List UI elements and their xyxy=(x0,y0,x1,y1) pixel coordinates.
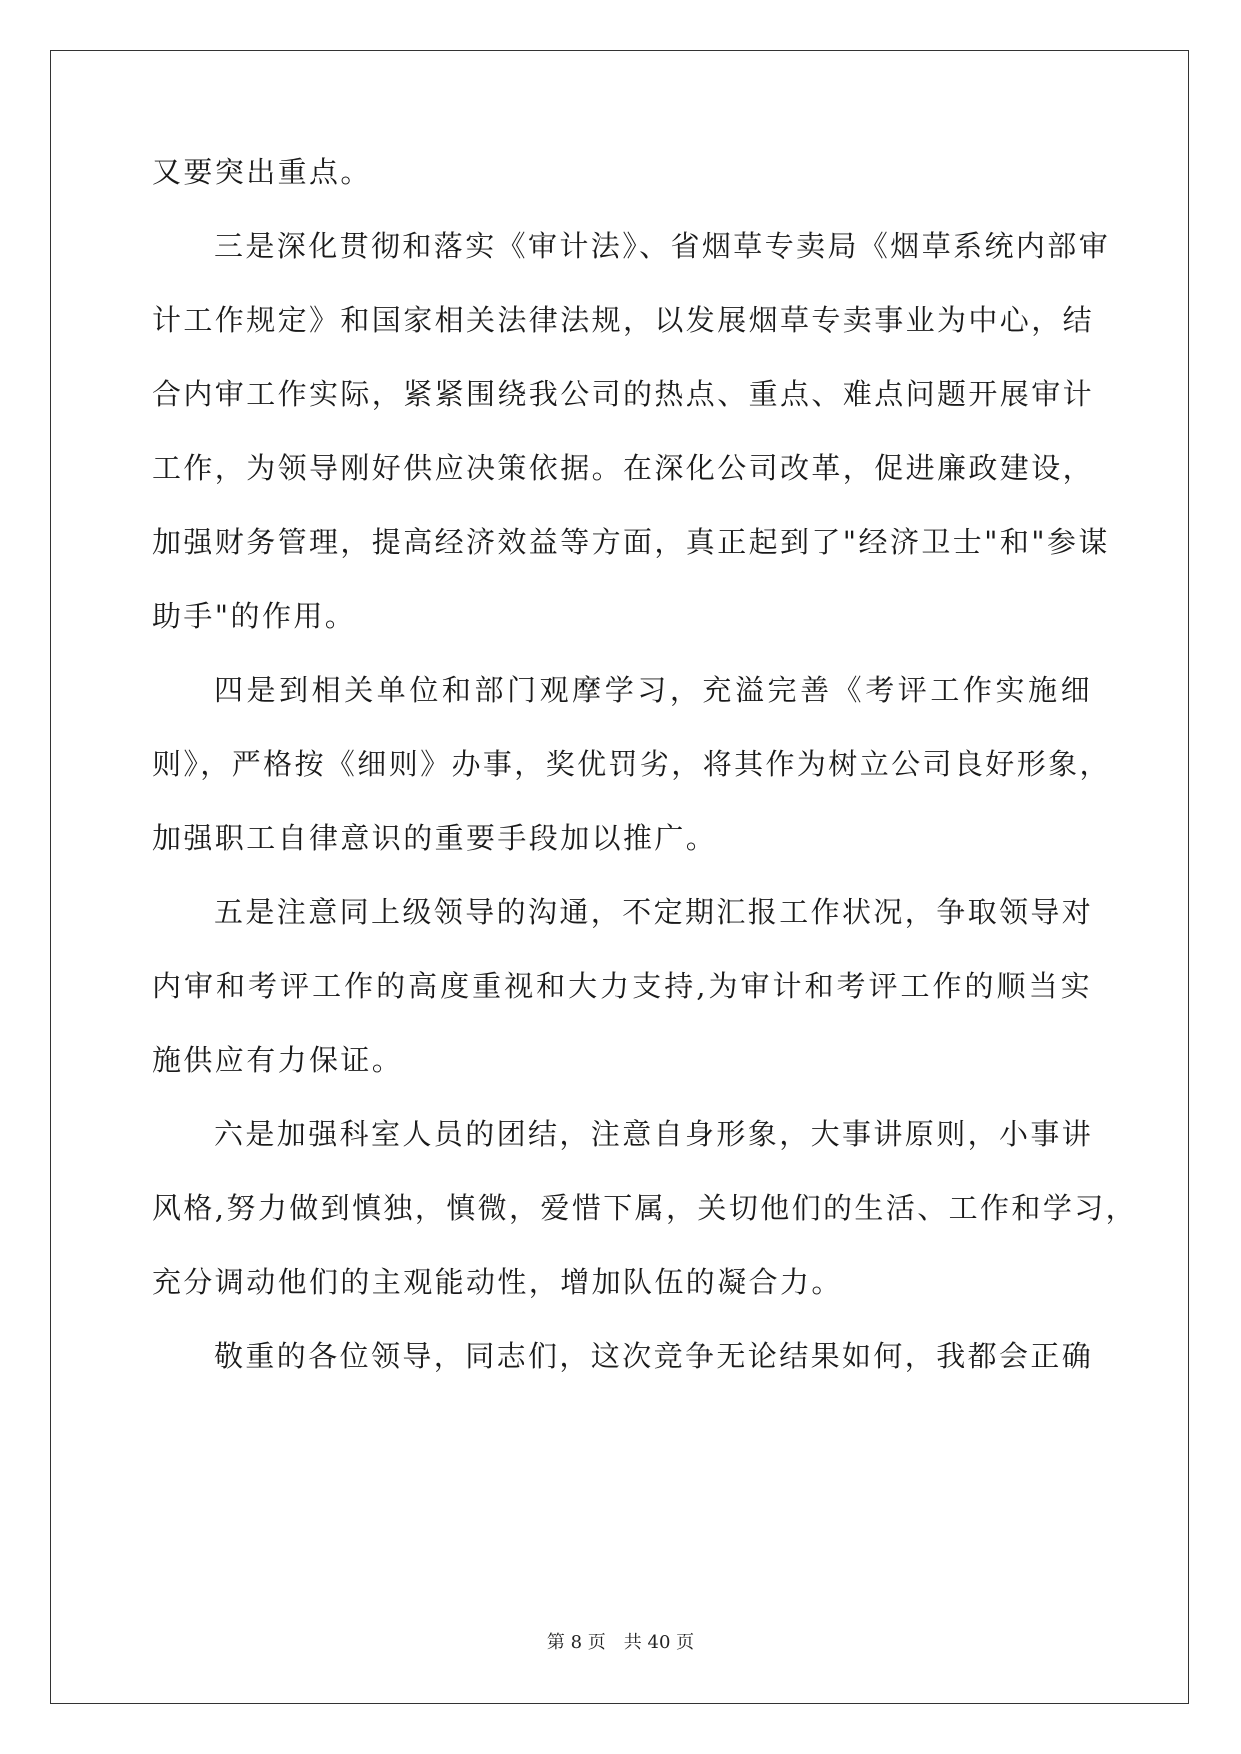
page-number xyxy=(0,1628,1241,1654)
text-line: 加强财务管理，提高经济效益等方面，真正起到了"经济卫士"和"参谋 xyxy=(152,525,1110,559)
text-line: 内审和考评工作的高度重视和大力支持,为审计和考评工作的顺当实 xyxy=(152,969,1092,1003)
text-line: 计工作规定》和国家相关法律法规，以发展烟草专卖事业为中心，结 xyxy=(152,303,1095,337)
text-line: 施供应有力保证。 xyxy=(152,1043,404,1077)
text-line: 工作，为领导刚好供应决策依据。在深化公司改革，促进廉政建设， xyxy=(152,451,1095,485)
text-line: 三是深化贯彻和落实《审计法》、省烟草专卖局《烟草系统内部审 xyxy=(214,229,1111,263)
page-number-label: 第 8 页 共 40 页 xyxy=(546,1632,695,1653)
page-border xyxy=(50,50,1189,1704)
text-line: 四是到相关单位和部门观摩学习，充溢完善《考评工作实施细 xyxy=(214,673,1092,707)
text-line: 又要突出重点。 xyxy=(152,155,372,189)
text-line: 助手"的作用。 xyxy=(152,599,357,633)
text-line: 则》，严格按《细则》办事，奖优罚劣，将其作为树立公司良好形象， xyxy=(152,747,1111,781)
text-line: 加强职工自律意识的重要手段加以推广。 xyxy=(152,821,718,855)
text-line: 五是注意同上级领导的沟通，不定期汇报工作状况，争取领导对 xyxy=(214,895,1094,929)
text-line: 充分调动他们的主观能动性，增加队伍的凝合力。 xyxy=(152,1265,843,1299)
text-line: 六是加强科室人员的团结，注意自身形象，大事讲原则，小事讲 xyxy=(214,1117,1094,1151)
text-line: 风格,努力做到慎独，慎微，爱惜下属，关切他们的生活、工作和学习， xyxy=(152,1191,1138,1225)
text-line: 敬重的各位领导，同志们，这次竞争无论结果如何，我都会正确 xyxy=(214,1339,1094,1373)
text-line: 合内审工作实际，紧紧围绕我公司的热点、重点、难点问题开展审计 xyxy=(152,377,1095,411)
